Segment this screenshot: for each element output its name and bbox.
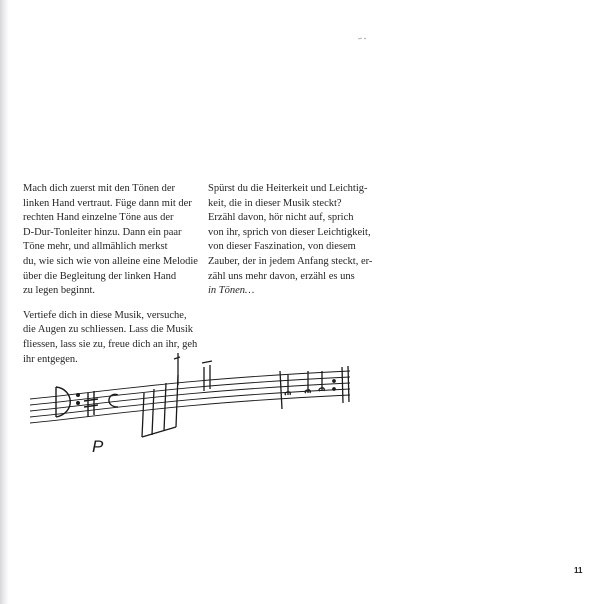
handwritten-music-score xyxy=(30,345,360,460)
immerse-paragraph: Vertiefe dich in diese Musik, versuche, die Augen zu schliessen. Lass die Musik fliessen, lass sie zu, freue dich an ihr, geh ihr entgegen. xyxy=(23,309,198,365)
lightness-paragraph: Spürst du die Heiterkeit und Leichtig- keit, die in dieser Musik steckt? Erzähl davon, hör nicht auf, sprich von ihr, sprich von dieser Leichtigkeit, von dieser Faszination, von diesem Zauber, der in jedem Anfang steckt, er- zähl uns mehr davon, erzähl es uns xyxy=(208,183,373,282)
staff-lines xyxy=(30,371,350,423)
paper-speck xyxy=(358,37,368,40)
page-binding-shadow xyxy=(0,0,9,604)
dynamic-marking: P xyxy=(92,437,104,456)
clef-and-key xyxy=(56,387,118,417)
closing-italic-line: in Tönen… xyxy=(208,285,255,297)
intro-paragraph: Mach dich zuerst mit den Tönen der linken Hand vertraut. Füge dann mit der rechten Hand einzelne Töne aus der D-Dur-Tonleiter hinzu. Dann ein paar Töne mehr, und allmählich merkst du, wie sich wie von alleine eine Melodie über die Begleitung der linken Hand zu legen beginnt. xyxy=(23,183,198,297)
page-number: 11 xyxy=(574,566,583,575)
right-text-column xyxy=(208,182,388,299)
